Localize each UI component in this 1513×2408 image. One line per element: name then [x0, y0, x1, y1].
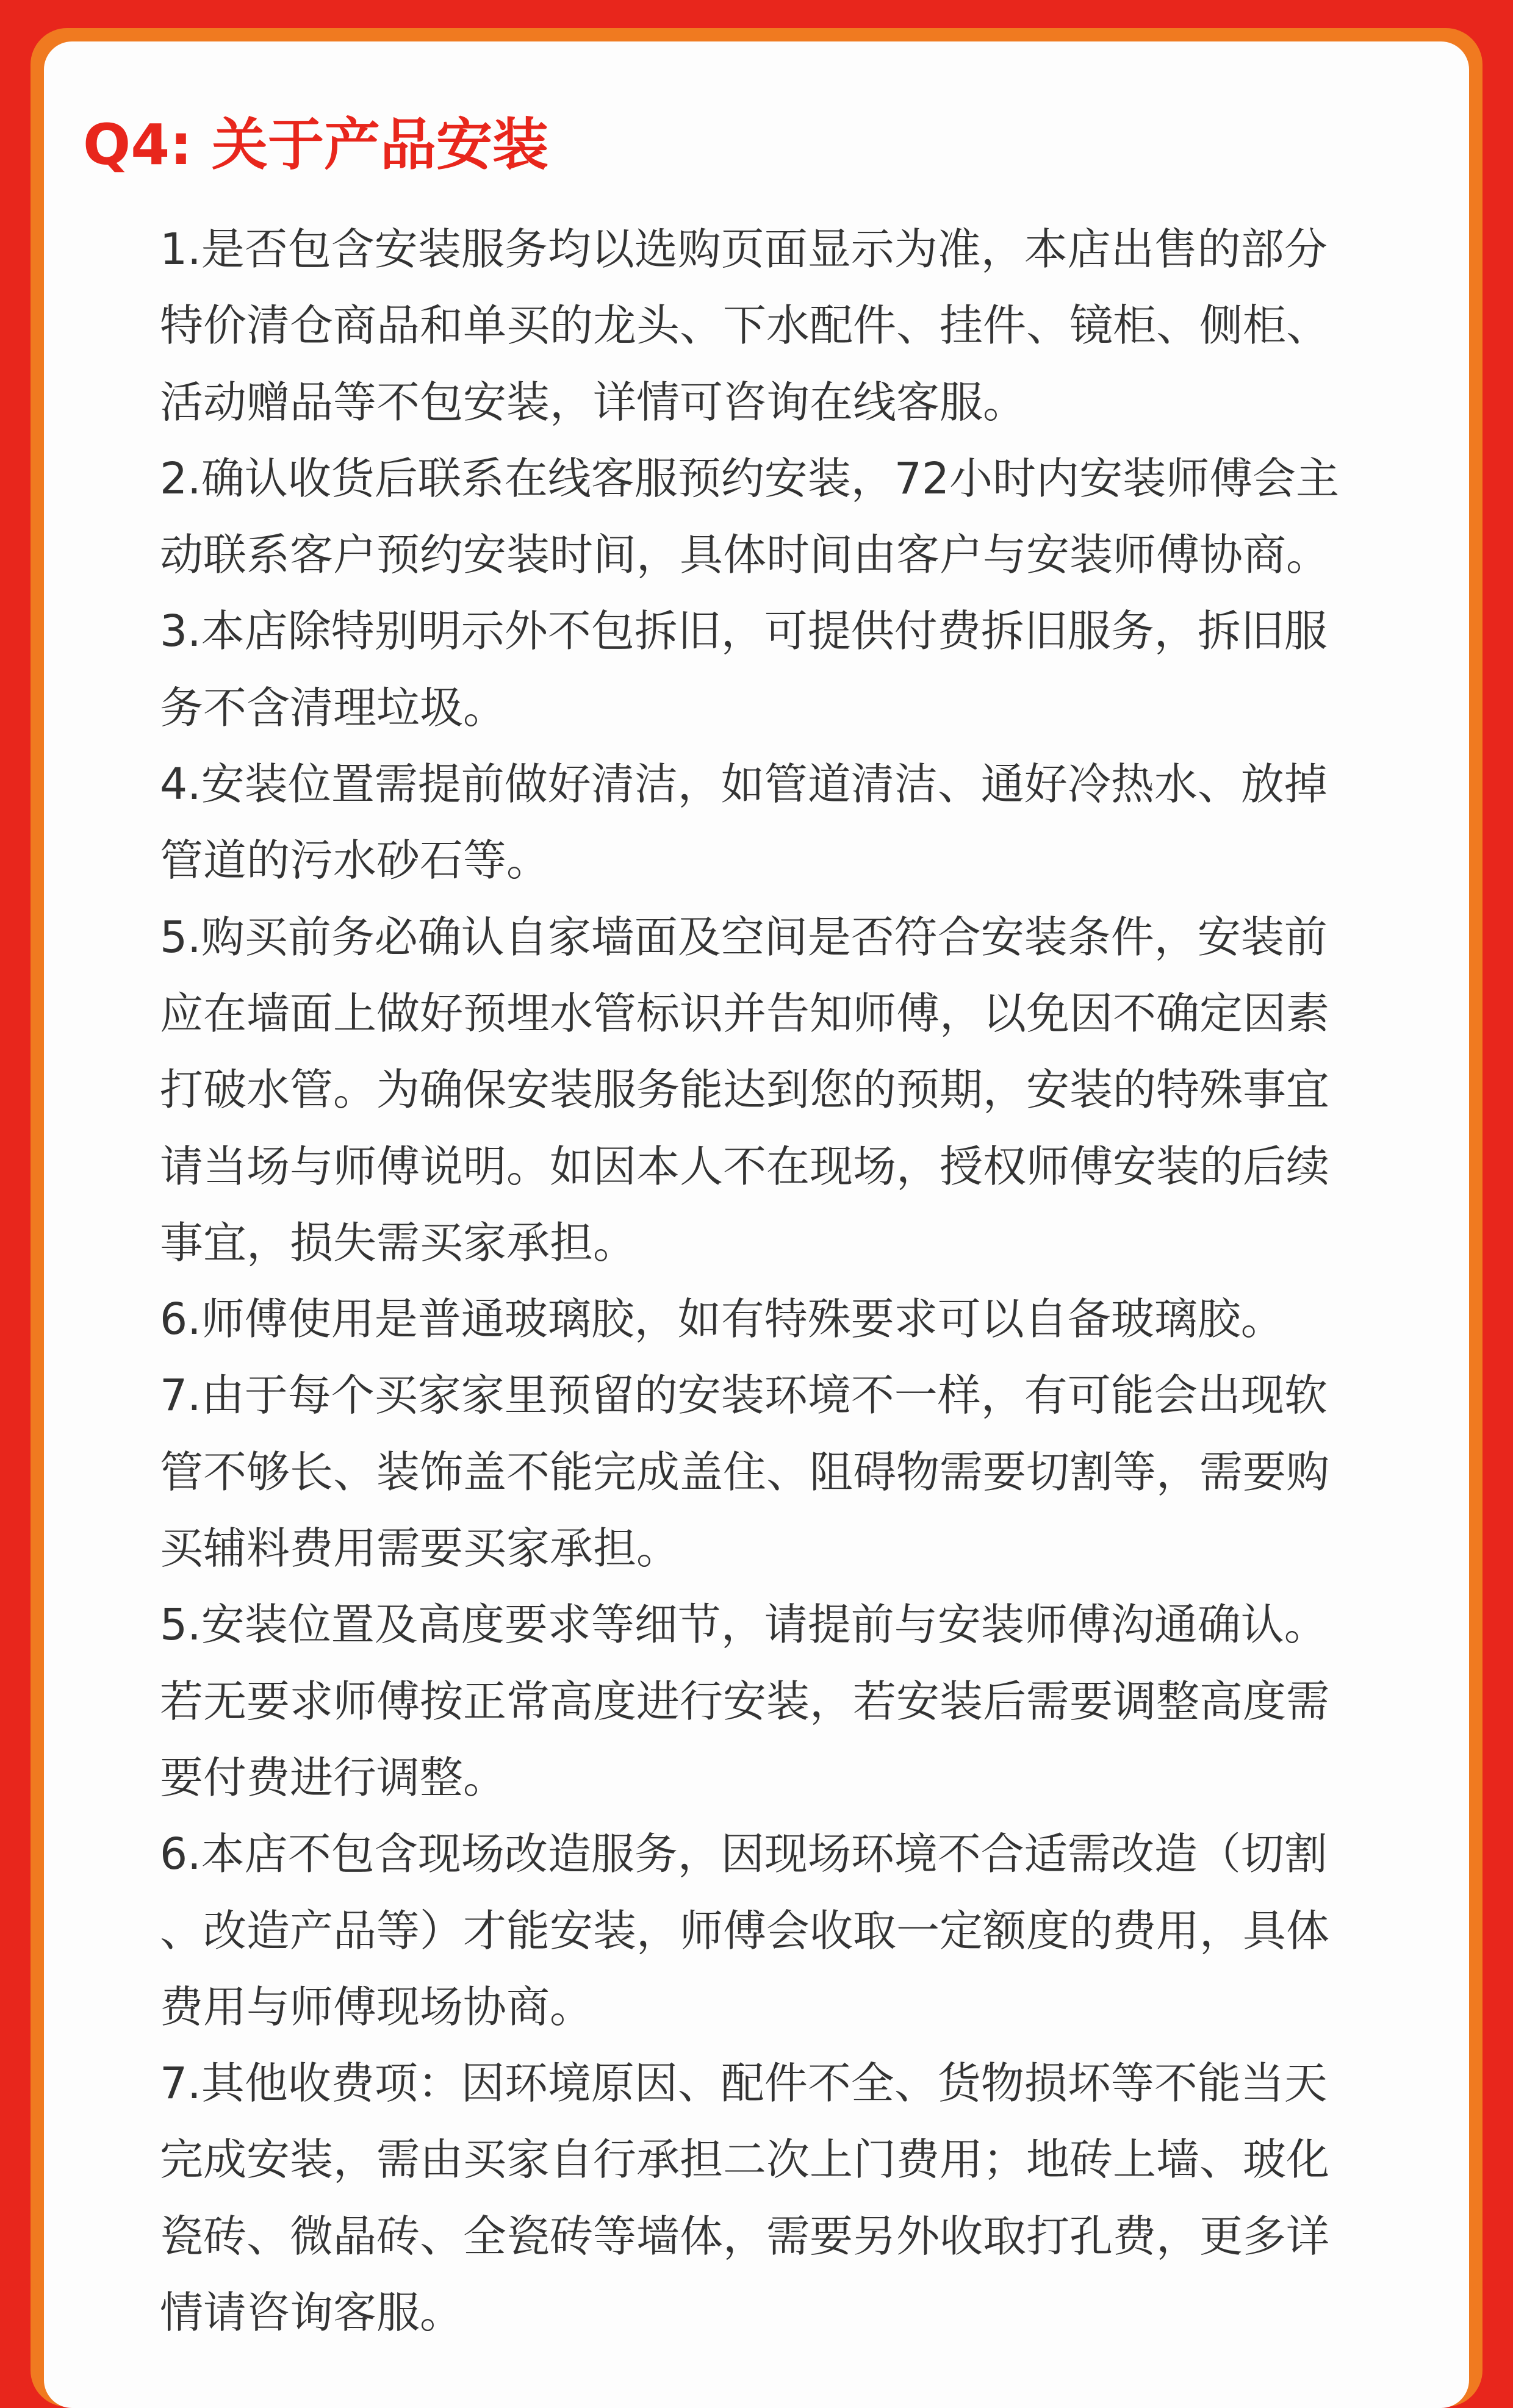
- faq-item-9: 6.本店不包含现场改造服务，因现场环境不合适需改造（切割、改造产品等）才能安装，师傅会收取一定额度的费用，具体费用与师傅现场协商。: [160, 1829, 1330, 2032]
- faq-item-3: 3.本店除特别明示外不包拆旧，可提供付费拆旧服务，拆旧服务不含清理垃圾。: [160, 606, 1328, 733]
- faq-item-5: 5.购买前务必确认自家墙面及空间是否符合安装条件，安装前应在墙面上做好预埋水管标识并告知师傅，以免因不确定因素打破水管。为确保安装服务能达到您的预期，安装的特殊事宜请当场与师傅说明。如因本人不在现场，授权师傅安装的后续事宜，损失需买家承担。: [160, 911, 1330, 1268]
- faq-item-2: 2.确认收货后联系在线客服预约安装，72小时内安装师傅会主动联系客户预约安装时间，具体时间由客户与安装师傅协商。: [160, 453, 1340, 581]
- faq-item-4: 4.安装位置需提前做好清洁，如管道清洁、通好冷热水、放掉管道的污水砂石等。: [160, 759, 1328, 886]
- faq-item-7: 7.由于每个买家家里预留的安装环境不一样，有可能会出现软管不够长、装饰盖不能完成盖住、阻碍物需要切割等，需要购买辅料费用需要买家承担。: [160, 1370, 1330, 1574]
- faq-item-10: 7.其他收费项：因环境原因、配件不全、货物损坏等不能当天完成安装，需由买家自行承担二次上门费用；地砖上墙、玻化瓷砖、微晶砖、全瓷砖等墙体，需要另外收取打孔费，更多详情请咨询客服。: [160, 2058, 1330, 2338]
- faq-item-1: 1.是否包含安装服务均以选购页面显示为准，本店出售的部分特价清仓商品和单买的龙头、下水配件、挂件、镜柜、侧柜、活动赠品等不包安装，详情可咨询在线客服。: [160, 224, 1330, 428]
- faq-list: [160, 211, 1365, 2351]
- faq-item-8: 5.安装位置及高度要求等细节，请提前与安装师傅沟通确认。若无要求师傅按正常高度进行安装，若安装后需要调整高度需要付费进行调整。: [160, 1599, 1330, 1803]
- section-title: Q4: 关于产品安装: [83, 112, 549, 177]
- faq-card: [44, 41, 1469, 2408]
- faq-item-6: 6.师傅使用是普通玻璃胶，如有特殊要求可以自备玻璃胶。: [160, 1294, 1284, 1345]
